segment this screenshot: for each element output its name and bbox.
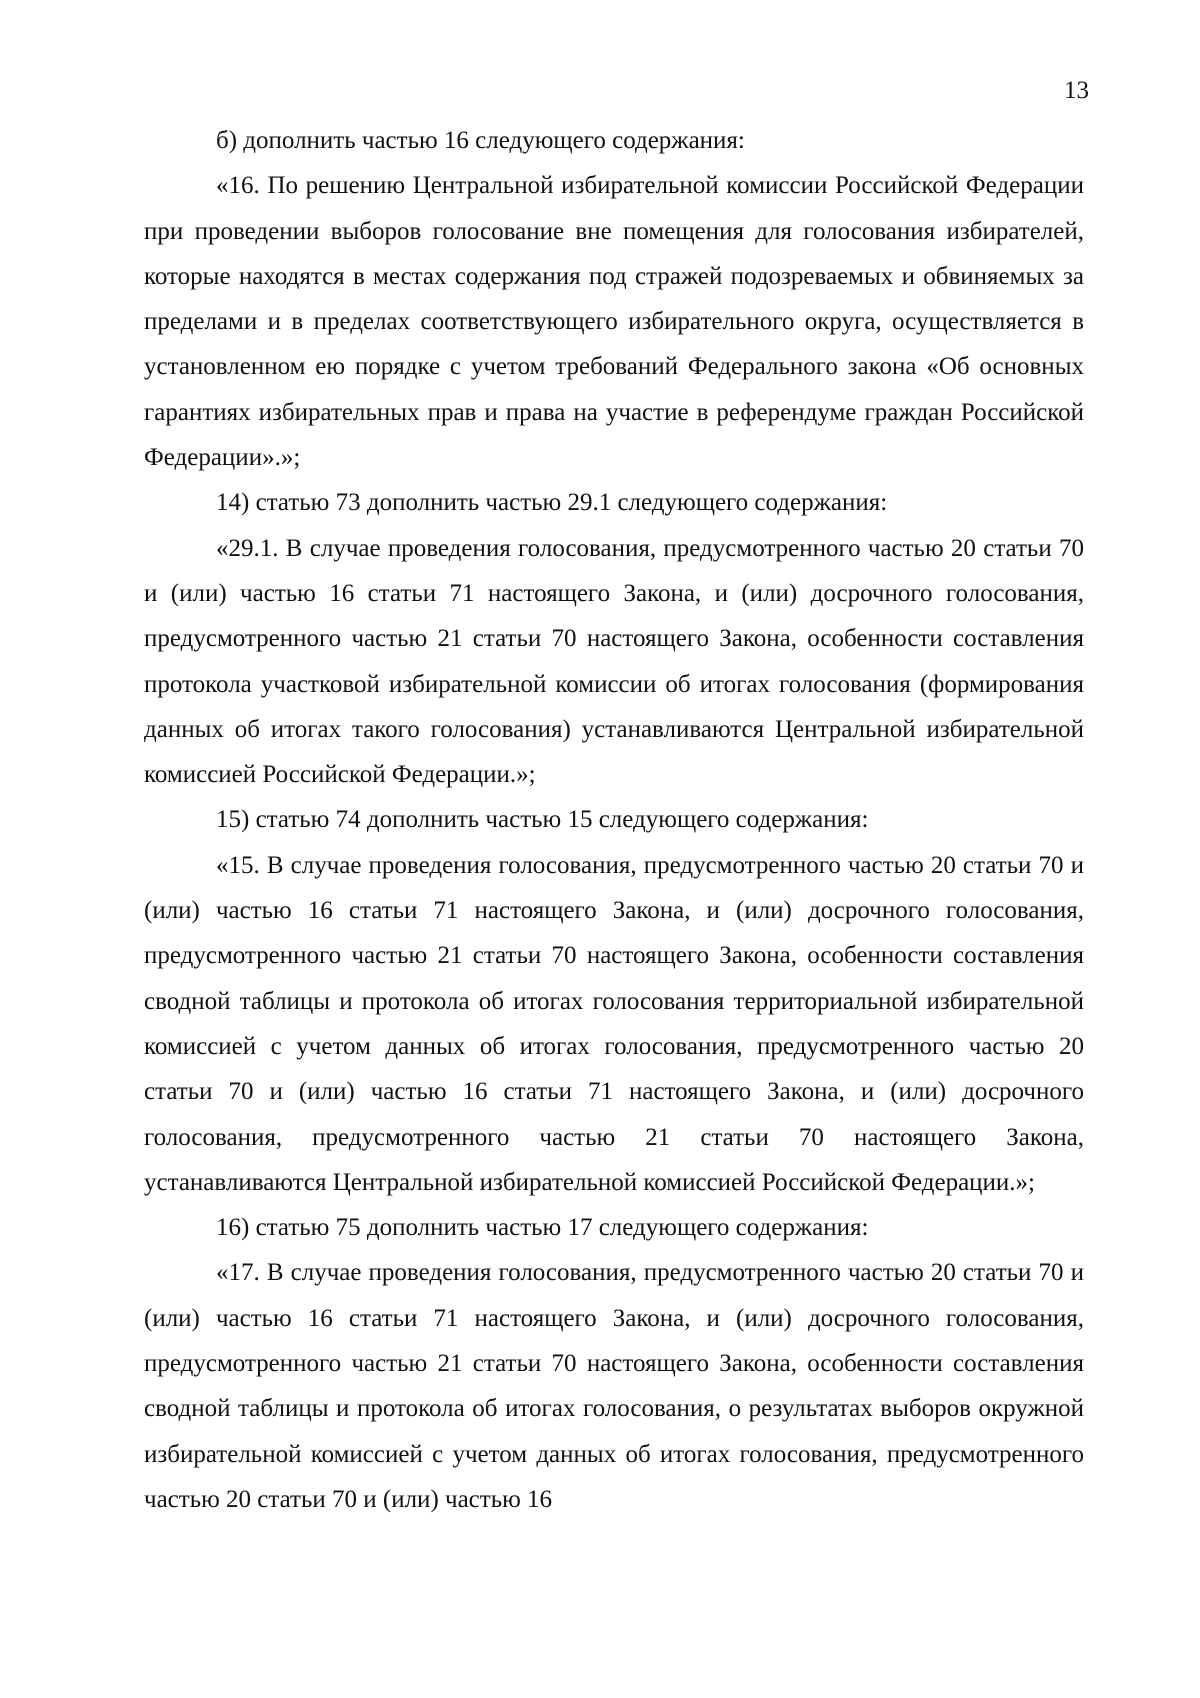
paragraph-part-16: «16. По решению Центральной избирательной комиссии Российской Федерации при проведении выборов голосование вне помещения для голосования избирателей, которые находятся в местах содержания под стражей подозреваемых и обвиняемых за пределами и в пределах соответствующего избирательного округа, осуществляется в установленном ею порядке с учетом требований Федерального закона «Об основных гарантиях избирательных прав и права на участие в референдуме граждан Российской Федерации».»; — [144, 172, 1084, 472]
paragraph-part-29-1: «29.1. В случае проведения голосования, предусмотренного частью 20 статьи 70 и (или) частью 16 статьи 71 настоящего Закона, и (или) досрочного голосования, предусмотренного частью 21 статьи 70 настоящего Закона, особенности составления протокола участковой избирательной комиссии об итогах голосования (формирования данных об итогах такого голосования) устанавливаются Центральной избирательной комиссией Российской Федерации.»; — [144, 534, 1084, 789]
paragraph-item-16: 16) статью 75 дополнить частью 17 следующего содержания: — [216, 1214, 869, 1242]
paragraph-part-17: «17. В случае проведения голосования, предусмотренного частью 20 статьи 70 и (или) частью 16 статьи 71 настоящего Закона, и (или) досрочного голосования, предусмотренного частью 21 статьи 70 настоящего Закона, особенности составления сводной таблицы и протокола об итогах голосования, о результатах выборов окружной избирательной комиссией с учетом данных об итогах голосования, предусмотренного частью 20 статьи 70 и (или) частью 16 — [144, 1259, 1084, 1513]
paragraph-item-14: 14) статью 73 дополнить частью 29.1 следующего содержания: — [216, 489, 888, 517]
page-number: 13 — [1064, 77, 1089, 104]
paragraph-subitem-b: б) дополнить частью 16 следующего содержания: — [216, 127, 745, 154]
document-body — [144, 118, 1084, 1522]
paragraph-item-15: 15) статью 74 дополнить частью 15 следующего содержания: — [216, 806, 869, 834]
paragraph-part-15: «15. В случае проведения голосования, предусмотренного частью 20 статьи 70 и (или) частью 16 статьи 71 настоящего Закона, и (или) досрочного голосования, предусмотренного частью 21 статьи 70 настоящего Закона, особенности составления сводной таблицы и протокола об итогах голосования территориальной избирательной комиссией с учетом данных об итогах голосования, предусмотренного частью 20 статьи 70 и (или) частью 16 статьи 71 настоящего Закона, и (или) досрочного голосования, предусмотренного частью 21 статьи 70 настоящего Закона, устанавливаются Центральной избирательной комиссией Российской Федерации.»; — [144, 851, 1084, 1196]
